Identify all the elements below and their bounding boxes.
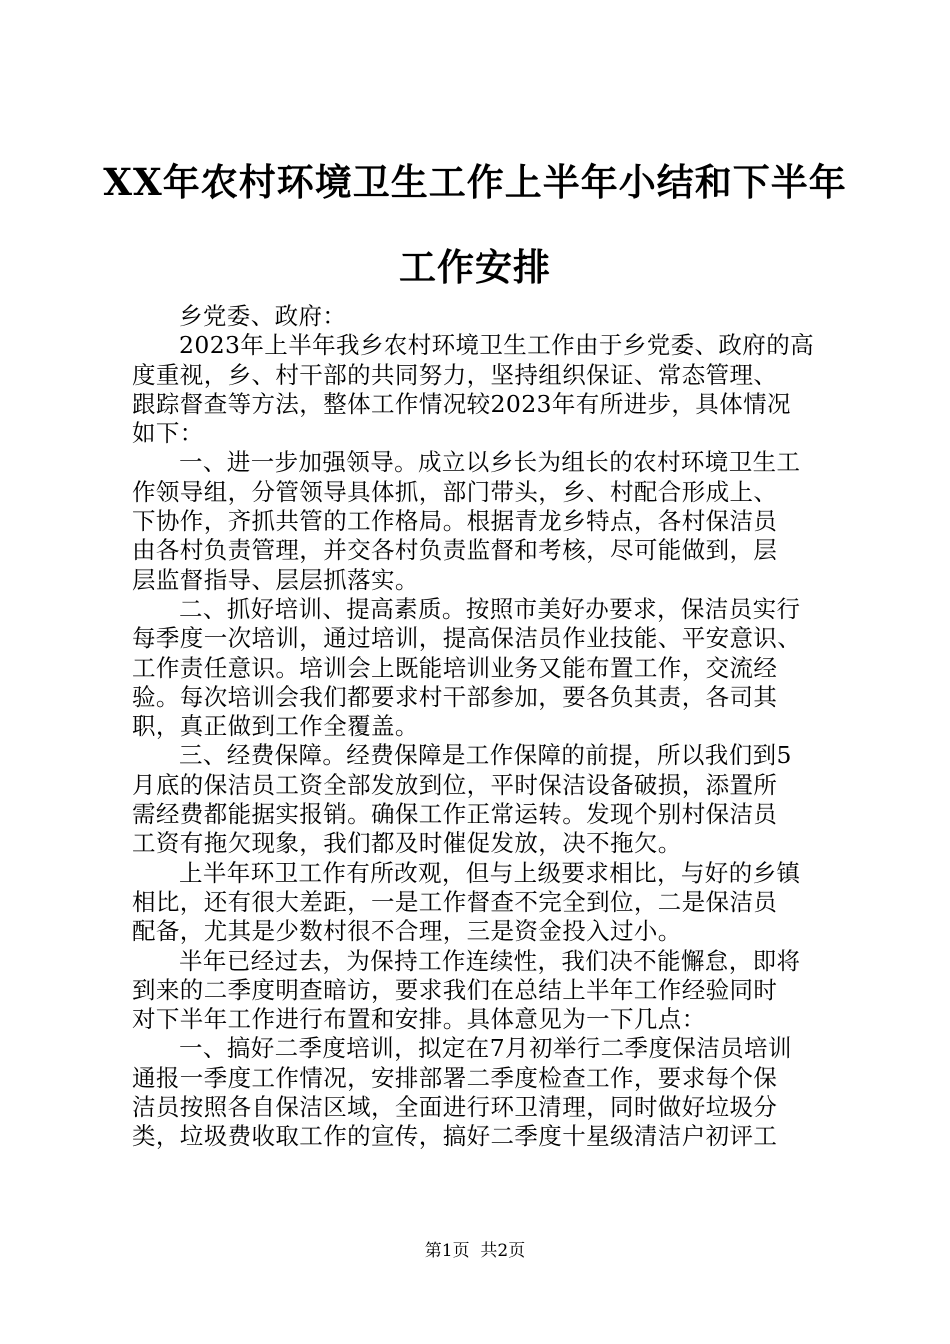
body-line: 二、抓好培训、提高素质。按照市美好办要求，保洁员实行 xyxy=(179,594,801,623)
body-line: 类，垃圾费收取工作的宣传，搞好二季度十星级清洁户初评工 xyxy=(132,1122,778,1151)
body-line: 每季度一次培训，通过培训，提高保洁员作业技能、平安意识、 xyxy=(132,624,802,653)
body-line: 一、进一步加强领导。成立以乡长为组长的农村环境卫生工 xyxy=(179,448,801,477)
body-line: 到来的二季度明查暗访，要求我们在总结上半年工作经验同时 xyxy=(132,975,778,1004)
body-line: 作领导组，分管领导具体抓，部门带头，乡、村配合形成上、 xyxy=(132,477,778,506)
body-line: 三、经费保障。经费保障是工作保障的前提，所以我们到5 xyxy=(179,741,792,770)
body-line: 验。每次培训会我们都要求村干部参加，要各负其责，各司其 xyxy=(132,682,778,711)
body-line: 半年已经过去，为保持工作连续性，我们决不能懈怠，即将 xyxy=(179,946,801,975)
body-line: 上半年环卫工作有所改观，但与上级要求相比，与好的乡镇 xyxy=(179,858,801,887)
body-line: 工资有拖欠现象，我们都及时催促发放，决不拖欠。 xyxy=(132,829,682,858)
body-line: 层监督指导、层层抓落实。 xyxy=(132,565,419,594)
body-line: 由各村负责管理，并交各村负责监督和考核，尽可能做到，层 xyxy=(132,536,778,565)
document-body xyxy=(132,302,832,1152)
body-line: 度重视，乡、村干部的共同努力，坚持组织保证、常态管理、 xyxy=(132,360,778,389)
body-line: 洁员按照各自保洁区域，全面进行环卫清理，同时做好垃圾分 xyxy=(132,1093,778,1122)
body-line: 跟踪督查等方法，整体工作情况较2023年有所进步，具体情况 xyxy=(132,389,791,418)
document-title-line-2: 工作安排 xyxy=(399,245,551,289)
body-line: 相比，还有很大差距，一是工作督查不完全到位，二是保洁员 xyxy=(132,887,778,916)
body-line: 一、搞好二季度培训，拟定在7月初举行二季度保洁员培训 xyxy=(179,1034,792,1063)
body-line: 配备，尤其是少数村很不合理，三是资金投入过小。 xyxy=(132,917,682,946)
body-line: 工作责任意识。培训会上既能培训业务又能布置工作，交流经 xyxy=(132,653,778,682)
body-line: 需经费都能据实报销。确保工作正常运转。发现个别村保洁员 xyxy=(132,800,778,829)
salutation-line: 乡党委、政府： xyxy=(179,302,347,330)
body-line: 2023年上半年我乡农村环境卫生工作由于乡党委、政府的高 xyxy=(179,331,815,360)
page-footer: 第1页 共2页 xyxy=(424,1241,526,1261)
document-title-line-1: XX年农村环境卫生工作上半年小结和下半年 xyxy=(103,160,847,204)
body-line: 下协作，齐抓共管的工作格局。根据青龙乡特点，各村保洁员 xyxy=(132,507,778,536)
body-line: 通报一季度工作情况，安排部署二季度检查工作，要求每个保 xyxy=(132,1063,778,1092)
body-line: 如下： xyxy=(132,419,204,448)
body-line: 月底的保洁员工资全部发放到位，平时保洁设备破损，添置所 xyxy=(132,770,778,799)
body-line: 职，真正做到工作全覆盖。 xyxy=(132,712,419,741)
body-line: 对下半年工作进行布置和安排。具体意见为一下几点： xyxy=(132,1005,706,1034)
